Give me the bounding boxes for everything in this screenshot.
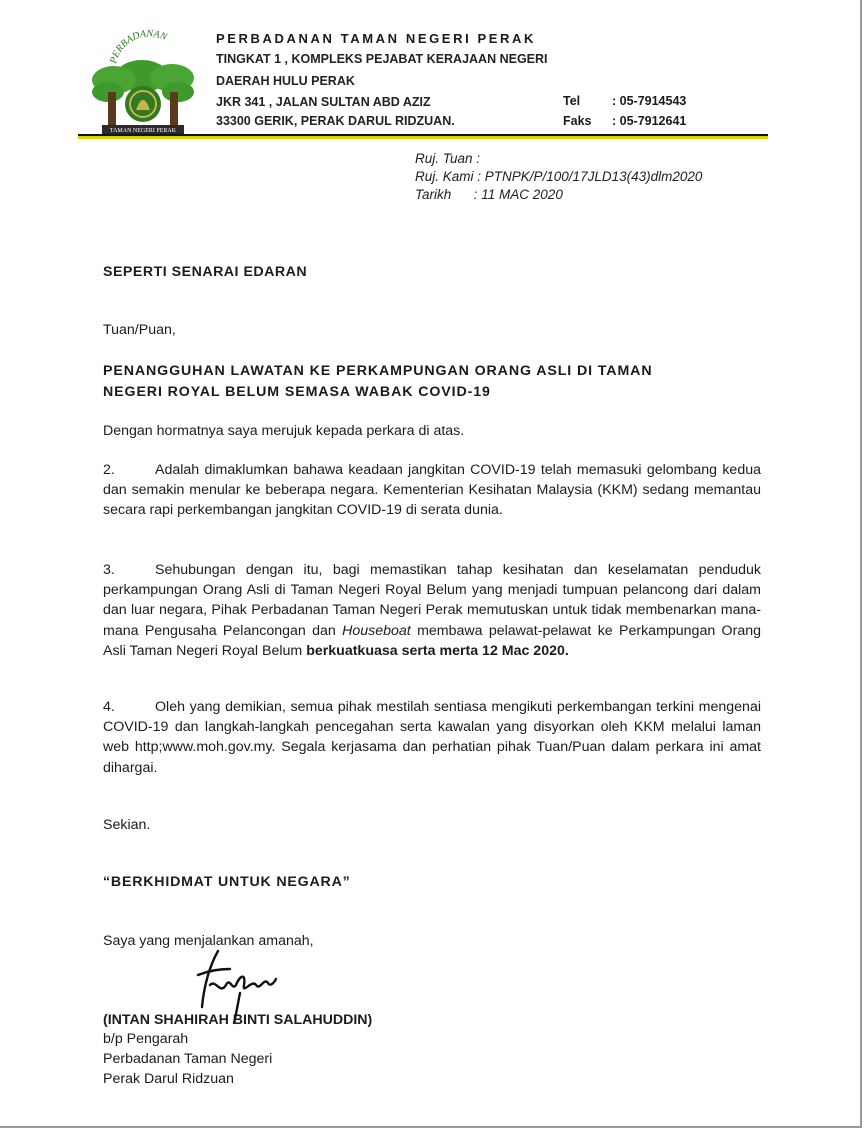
- recipient: SEPERTI SENARAI EDARAN: [103, 264, 308, 280]
- subject-line-2: NEGERI ROYAL BELUM SEMASA WABAK COVID-19: [103, 384, 491, 400]
- trust-line: Saya yang menjalankan amanah,: [103, 933, 314, 949]
- paragraph-4-text: Oleh yang demikian, semua pihak mestilah sentiasa mengikuti perkembangan terkini mengenai COVID-19 dan langkah-langkah pencegahan serta kawalan yang disyorkan oleh KKM melalui laman web http;www.moh.gov.my. Segala kerjasama dan perhatian pihak Tuan/Puan dalam perkara ini amat dihargai.: [103, 699, 761, 776]
- paragraph-2-text: Adalah dimaklumkan bahawa keadaan jangkitan COVID-19 telah memasuki gelombang kedua dan semakin menular ke beberapa negara. Kementerian Kesihatan Malaysia (KKM) sedang memantau secara rapi perkembangan jangkitan COVID-19 di serata dunia.: [103, 462, 761, 519]
- letterhead-rule-yellow: [78, 136, 768, 139]
- paragraph-2-number: 2.: [103, 462, 115, 478]
- paragraph-3-text-a: Sehubungan dengan itu, bagi memastikan tahap kesihatan dan keselamatan penduduk perkampungan Orang Asli di Taman Negeri Royal Belum yang menjadi tumpuan pelancong dari dalam dan luar negara, Pihak Perbadanan Taman Negeri Perak memutuskan untuk tidak membenarkan mana-mana Pengusaha Pelancongan dan: [103, 562, 761, 639]
- ruj-tuan: Ruj. Tuan :: [415, 151, 481, 166]
- paragraph-2: [103, 460, 761, 521]
- address-line-2: DAERAH HULU PERAK: [216, 74, 355, 88]
- opening-line: Dengan hormatnya saya merujuk kepada perkara di atas.: [103, 423, 465, 439]
- paragraph-3-number: 3.: [103, 562, 115, 578]
- tel-label: Tel: [563, 94, 581, 108]
- svg-text:PERBADANAN: PERBADANAN: [108, 28, 169, 65]
- paragraph-3-italic: Houseboat: [342, 622, 411, 639]
- paragraph-3-effective-date: berkuatkuasa serta merta 12 Mac 2020.: [306, 642, 569, 659]
- tel-value: : 05-7914543: [612, 94, 687, 108]
- subject-line-1: PENANGGUHAN LAWATAN KE PERKAMPUNGAN ORANG ASLI DI TAMAN: [103, 363, 653, 379]
- signatory-name: (INTAN SHAHIRAH BINTI SALAHUDDIN): [103, 1012, 373, 1028]
- perbadanan-logo: [86, 24, 198, 136]
- fax-label: Faks: [563, 114, 592, 128]
- tarikh: Tarikh : 11 MAC 2020: [415, 187, 563, 202]
- paragraph-3: [103, 560, 761, 661]
- ruj-kami: Ruj. Kami : PTNPK/P/100/17JLD13(43)dlm2020: [415, 169, 703, 184]
- closing: Sekian.: [103, 817, 151, 833]
- signatory-title: b/p Pengarah: [103, 1031, 189, 1047]
- organization-name: PERBADANAN TAMAN NEGERI PERAK: [216, 31, 537, 46]
- svg-text:TAMAN NEGERI PERAK: TAMAN NEGERI PERAK: [109, 128, 177, 134]
- paragraph-4: [103, 697, 761, 778]
- signatory-org-line-2: Perak Darul Ridzuan: [103, 1071, 234, 1087]
- address-line-1: TINGKAT 1 , KOMPLEKS PEJABAT KERAJAAN NEGERI: [216, 52, 548, 66]
- fax-value: : 05-7912641: [612, 114, 687, 128]
- address-line-3: JKR 341 , JALAN SULTAN ABD AZIZ: [216, 95, 431, 109]
- address-line-4: 33300 GERIK, PERAK DARUL RIDZUAN.: [216, 114, 455, 128]
- salutation: Tuan/Puan,: [103, 322, 176, 338]
- motto: “BERKHIDMAT UNTUK NEGARA”: [103, 874, 351, 890]
- signatory-org-line-1: Perbadanan Taman Negeri: [103, 1051, 273, 1067]
- paragraph-3-text-b: membawa pelawat-pelawat ke Perkampungan Orang Asli Taman Negeri Royal Belum: [103, 622, 761, 659]
- paragraph-4-number: 4.: [103, 699, 115, 715]
